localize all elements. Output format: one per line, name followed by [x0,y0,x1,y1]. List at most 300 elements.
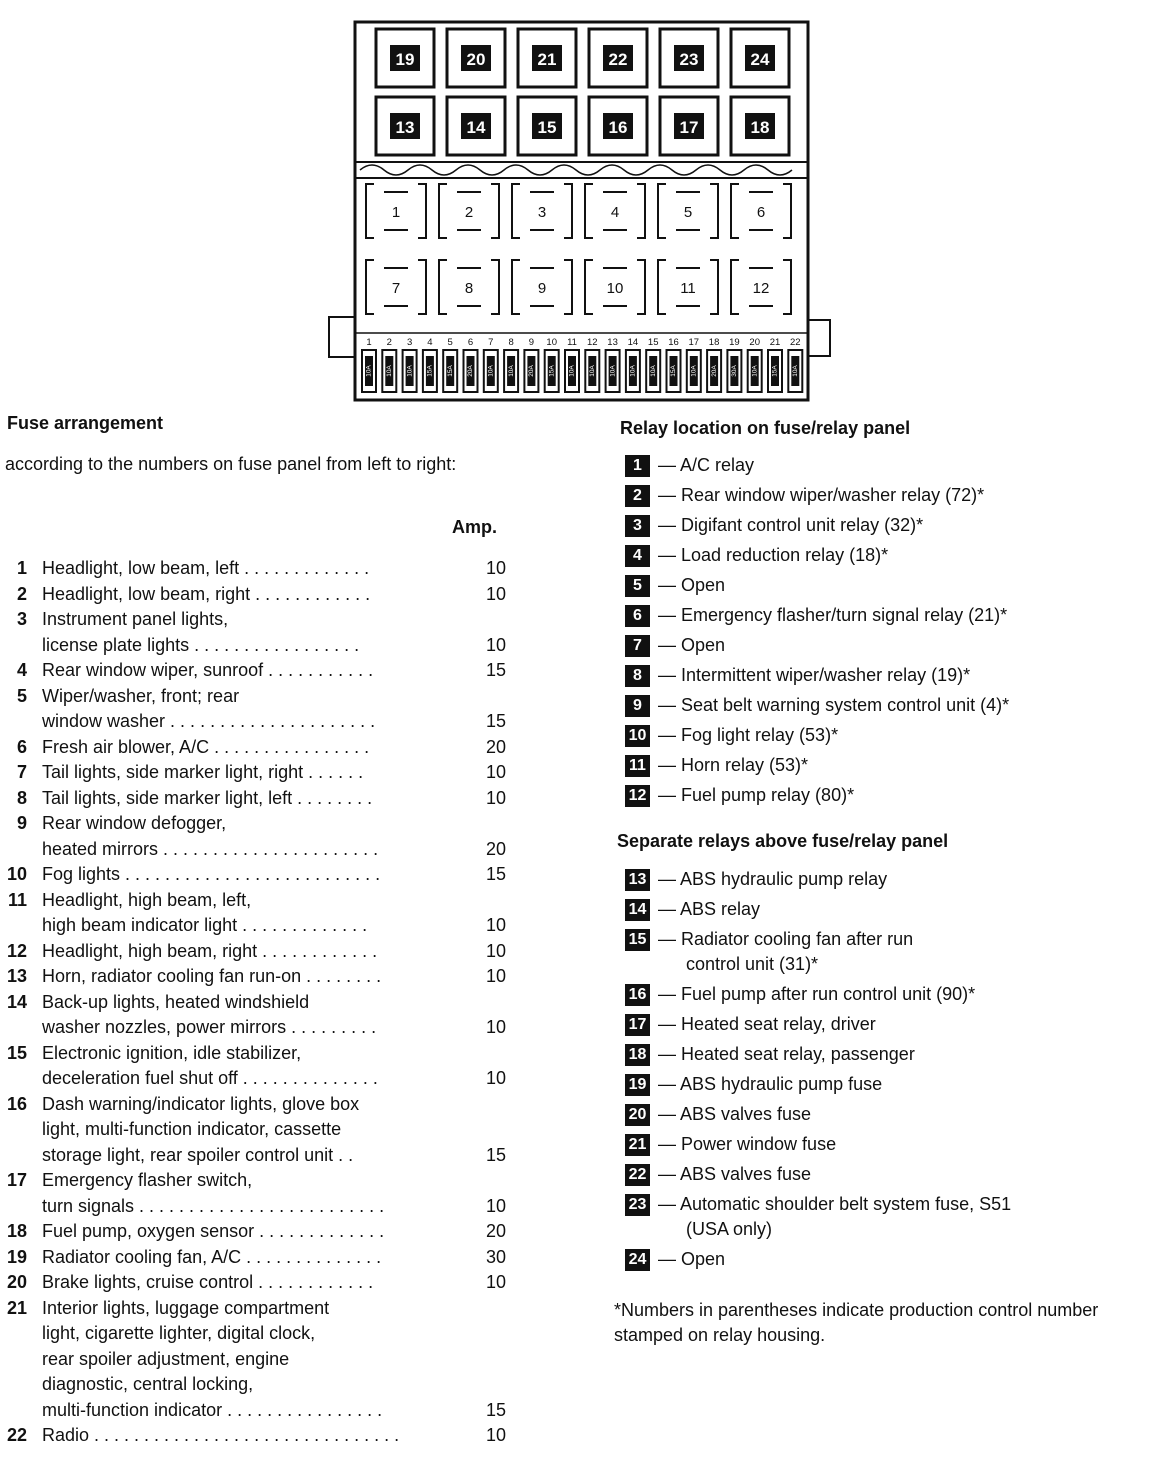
fuse-number-label: 5 [447,337,453,348]
fuse-number: 10 [6,864,27,884]
relay-number-badge: 11 [625,755,650,777]
fuse-amp-value: 10 [485,1425,506,1445]
fuse-description-line: Wiper/washer, front; rear [42,685,240,706]
fuse-amp-value: 15 [485,864,506,884]
fuse-rating-label: 10A [649,365,657,377]
relay-socket-8 [439,260,499,314]
relay-list [625,453,1150,813]
relay-box-label: 13 [395,118,415,137]
fuse-number-label: 19 [729,337,740,348]
relay-description-line: — ABS hydraulic pump fuse [658,1074,883,1094]
fuse-intro-text: according to the numbers on fuse panel from left to right: [5,454,457,474]
fuse-rating-label: 15A [446,365,454,377]
fuse-row-7 [0,760,520,786]
fuse-2 [382,337,396,392]
relay-row-8 [625,663,1150,693]
fuse-list [0,556,520,1449]
fuse-row-16 [0,1092,520,1169]
fuse-rating-label: 10A [589,365,597,377]
relay-socket-label: 2 [464,204,474,221]
footnote: *Numbers in parentheses indicate production control number stamped on relay housing. [614,1300,1099,1345]
relay-row-6 [625,603,1150,633]
relay-row-12 [625,783,1150,813]
fuse-amp-value: 10 [485,1068,506,1088]
relay-description [658,982,975,1007]
fuse-18 [707,337,721,392]
fuse-6 [464,337,478,392]
relay-number-badge: 18 [625,1044,650,1066]
relay-description-line: — Fog light relay (53)* [658,725,839,745]
fuse-description-line: Fresh air blower, A/C . . . . . . . . . . . . . . . . [42,736,370,757]
relay-row-18 [625,1042,1150,1072]
fuse-description-line: Headlight, low beam, right . . . . . . . . . . . . [42,583,371,604]
relay-description [658,603,1007,628]
fuse-number: 15 [6,1042,27,1063]
fuse-rating-label: 10A [751,365,759,377]
relay-socket-3 [512,184,572,238]
relay-description [658,1192,1011,1242]
relay-description [658,453,754,478]
relay-description-line: — Load reduction relay (18)* [658,545,889,565]
fuse-19 [727,337,741,392]
relay-number-badge: 1 [625,455,650,477]
relay-socket-label: 3 [537,204,547,221]
fuse-row-17 [0,1168,520,1219]
relay-description [658,513,923,538]
relay-description-line: — Power window fuse [658,1134,837,1154]
fuse-description-line: Interior lights, luggage compartment [42,1297,330,1318]
fuse-number-label: 11 [567,337,577,348]
relay-description-line: — Rear window wiper/washer relay (72)* [658,485,985,505]
relay-number-badge: 21 [625,1134,650,1156]
relay-socket-5 [658,184,718,238]
relay-location-heading: Relay location on fuse/relay panel [620,418,911,438]
relay-description-line: — ABS hydraulic pump relay [658,869,888,889]
relay-description-line: — ABS valves fuse [658,1164,812,1184]
fuse-3 [403,337,417,392]
fuse-1 [362,337,376,392]
fuse-description [42,760,414,786]
fuse-21 [768,337,782,392]
fuse-description-line: light, multi-function indicator, cassette [42,1119,342,1139]
fuse-description-line: Tail lights, side marker light, right . . . . . . [42,762,364,782]
relay-row-21 [625,1132,1150,1162]
relay-box-label: 19 [395,50,415,69]
fuse-row-6 [0,735,520,761]
relay-row-15 [625,927,1150,982]
fuse-16 [667,337,681,392]
fuse-description [42,811,414,862]
relay-row-11 [625,753,1150,783]
relay-description [658,897,760,922]
relay-description-line: — Heated seat relay, passenger [658,1044,915,1064]
relay-number-badge: 20 [625,1104,650,1126]
relay-socket-label: 12 [752,280,770,297]
fuse-amp-value: 10 [485,634,506,655]
relay-description [658,1132,836,1157]
fuse-rating-label: 10A [365,365,373,377]
relay-number-badge: 6 [625,605,650,627]
relay-socket-label: 8 [464,280,474,297]
fuse-number: 11 [7,889,27,910]
relay-socket-1 [366,184,426,238]
relay-description [658,633,725,658]
relay-row-24 [625,1247,1150,1277]
fuse-rating-label: 15A [670,365,678,377]
fuse-description [42,1296,414,1424]
fuse-number-label: 3 [406,337,413,348]
fuse-description-line: Fuel pump, oxygen sensor . . . . . . . . . . . . . [42,1221,385,1241]
relay-row-10 [625,723,1150,753]
relay-row-22 [625,1162,1150,1192]
fuse-row-19 [0,1245,520,1271]
fuse-number-label: 8 [508,337,514,348]
fuse-17 [687,337,701,392]
fuse-13 [606,337,620,392]
relay-box-23 [660,29,718,87]
relay-description [658,783,854,808]
fuse-number: 18 [6,1221,27,1241]
relay-row-1 [625,453,1150,483]
fuse-number-label: 12 [587,337,598,348]
fuse-row-22 [0,1423,520,1449]
relay-description [658,543,888,568]
relay-number-badge: 7 [625,635,650,657]
fuse-number-label: 14 [627,337,639,348]
fuse-amp-value: 10 [485,583,506,604]
relay-description-line: (USA only) [686,1219,773,1239]
relay-description-line: — Intermittent wiper/washer relay (19)* [658,665,971,685]
relay-row-19 [625,1072,1150,1102]
fuse-description-line: Electronic ignition, idle stabilizer, [42,1042,302,1063]
fuse-amp-value: 20 [485,1221,506,1241]
relay-socket-label: 6 [756,204,766,221]
fuse-rating-label: 10A [568,365,576,377]
fuse-description [42,684,414,735]
fuse-row-15 [0,1041,520,1092]
fuse-row-12 [0,939,520,965]
fuse-number: 12 [6,940,27,961]
relay-box-17 [660,97,718,155]
relay-box-20 [447,29,505,87]
fuse-rating-label: 10A [609,365,617,377]
relay-number-badge: 2 [625,485,650,507]
fuse-5 [443,337,457,392]
relay-box-label: 16 [608,118,628,137]
fuse-number: 3 [16,609,27,629]
relay-number-badge: 5 [625,575,650,597]
relay-description-line: — Heated seat relay, driver [658,1014,876,1034]
relay-description-line: — Fuel pump relay (80)* [658,785,855,805]
fuse-amp-value: 10 [485,966,506,986]
relay-description [658,1042,915,1067]
fuse-number-label: 20 [749,337,760,348]
relay-row-17 [625,1012,1150,1042]
fuse-11 [565,337,579,392]
relay-description-line: — A/C relay [658,455,755,475]
fuse-amp-value: 15 [485,1399,506,1420]
fuse-description-line: Radio . . . . . . . . . . . . . . . . . . . . . . . . . . . . . . . [42,1425,400,1445]
relay-row-3 [625,513,1150,543]
fuse-description-line: Headlight, low beam, left . . . . . . . . . . . . . [42,558,370,578]
fuse-number-label: 4 [427,337,433,348]
fuse-amp-value: 10 [485,1017,506,1037]
fuse-number: 7 [16,762,27,782]
fuse-description-line: multi-function indicator . . . . . . . . . . . . . . . . [42,1399,383,1420]
relay-description [658,483,984,508]
fuse-description-line: deceleration fuel shut off . . . . . . . . . . . . . . [42,1068,378,1088]
relay-socket-label: 10 [606,280,624,297]
relay-box-16 [589,97,647,155]
relay-socket-label: 4 [610,204,620,221]
fuse-number: 5 [16,685,27,706]
fuse-amp-value: 15 [485,1144,506,1165]
fuse-description [42,964,414,990]
relay-description-line: — ABS relay [658,899,761,919]
relay-number-badge: 22 [625,1164,650,1186]
fuse-rating-label: 15A [426,365,434,377]
fuse-amp-value: 10 [485,940,506,961]
fuse-description [42,1270,414,1296]
fuse-description-line: Dash warning/indicator lights, glove box [42,1093,360,1114]
fuse-description [42,1219,414,1245]
relay-box-label: 18 [750,118,770,137]
fuse-description-line: diagnostic, central locking, [42,1374,254,1394]
relay-socket-label: 11 [680,280,696,297]
relay-socket-label: 9 [537,280,547,297]
fuse-amp-value: 10 [485,1195,506,1216]
relay-description-line: — Fuel pump after run control unit (90)* [658,984,976,1004]
relay-number-badge: 10 [625,725,650,747]
relay-description-line: control unit (31)* [686,954,819,974]
fuse-rating-label: 10A [507,365,515,377]
relay-box-19 [376,29,434,87]
fuse-4 [423,337,437,392]
fuse-description [42,735,414,761]
fuse-amp-value: 10 [485,558,506,578]
relay-socket-label: 5 [683,204,693,221]
relay-number-badge: 3 [625,515,650,537]
fuse-number-label: 15 [647,337,659,348]
fuse-row-21 [0,1296,520,1424]
relay-number-badge: 24 [625,1249,650,1271]
fuse-number: 4 [16,660,27,680]
fuse-number: 13 [6,966,27,986]
fuse-number: 20 [6,1272,27,1292]
relay-description [658,723,838,748]
fuse-row-11 [0,888,520,939]
fuse-description-line: Horn, radiator cooling fan run-on . . . . . . . . [42,966,382,986]
fuse-rating-label: 30A [731,365,739,377]
relay-row-16 [625,982,1150,1012]
fuse-description-line: Radiator cooling fan, A/C . . . . . . . . . . . . . . [42,1246,382,1267]
fuse-row-13 [0,964,520,990]
fuse-number: 8 [16,787,27,808]
relay-box-21 [518,29,576,87]
relay-box-label: 15 [537,118,557,137]
fuse-description [42,786,414,812]
fuse-description [42,1168,414,1219]
fuse-number: 9 [16,813,27,833]
fuse-amp-value: 10 [485,762,506,782]
fuse-number: 2 [16,583,27,604]
relay-description [658,1247,725,1272]
fuse-description [42,1245,414,1271]
fuse-number-label: 10 [546,337,557,348]
relay-description [658,1102,811,1127]
relay-row-5 [625,573,1150,603]
fuse-number-label: 13 [607,337,618,348]
separate-relay-list [625,867,1150,1277]
relay-description-line: — Open [658,575,726,595]
fuse-amp-value: 20 [485,736,506,757]
fuse-row-20 [0,1270,520,1296]
fuse-rating-label: 15A [548,365,556,377]
fuse-number: 6 [16,736,27,757]
relay-description-line: — Open [658,1249,726,1269]
relay-box-label: 17 [679,118,699,137]
fuse-15 [646,337,660,392]
fuse-number-label: 17 [688,337,700,348]
fuse-description-line: window washer . . . . . . . . . . . . . . . . . . . . . [42,711,376,731]
fuse-rating-label: 15A [771,365,779,377]
fuse-number: 19 [6,1246,27,1267]
relay-description [658,753,808,778]
relay-number-badge: 12 [625,785,650,807]
fuse-row-4 [0,658,520,684]
relay-box-label: 22 [608,50,628,69]
relay-description-line: — Automatic shoulder belt system fuse, S51 [658,1194,1012,1214]
fuse-row-1 [0,556,520,582]
fuse-row-5 [0,684,520,735]
fuse-description-line: Back-up lights, heated windshield [42,991,310,1012]
fuse-description-line: Tail lights, side marker light, left . . . . . . . . [42,787,373,808]
fuse-description-line: washer nozzles, power mirrors . . . . . . . . . [42,1017,377,1037]
fuse-number: 21 [6,1297,27,1318]
relay-box-24 [731,29,789,87]
fuse-row-3 [0,607,520,658]
fuse-number-label: 16 [668,337,679,348]
fuse-row-8 [0,786,520,812]
fuse-relay-panel-diagram [0,0,1152,410]
fuse-description-line: high beam indicator light . . . . . . . . . . . . . [42,915,368,935]
fuse-number-label: 18 [708,337,720,348]
fuse-description [42,990,414,1041]
fuse-number: 22 [6,1425,27,1445]
relay-description-line: — Horn relay (53)* [658,755,809,775]
relay-description [658,663,970,688]
fuse-arrangement-heading: Fuse arrangement [7,413,164,433]
relay-box-label: 20 [466,50,486,69]
fuse-description-line: turn signals . . . . . . . . . . . . . . . . . . . . . . . . . [42,1195,385,1216]
fuse-12 [585,337,599,392]
fuse-rating-label: 10A [629,365,637,377]
fuse-description-line: storage light, rear spoiler control unit . . [42,1144,354,1165]
relay-number-badge: 19 [625,1074,650,1096]
fuse-description-line: license plate lights . . . . . . . . . . . . . . . . . [42,634,360,655]
fuse-description-line: Headlight, high beam, left, [42,889,252,910]
separate-relays-heading: Separate relays above fuse/relay panel [617,831,949,851]
relay-row-20 [625,1102,1150,1132]
fuse-number: 14 [6,991,27,1012]
fuse-description-line: Instrument panel lights, [42,609,229,629]
relay-socket-2 [439,184,499,238]
fuse-description-line: light, cigarette lighter, digital clock, [42,1323,316,1343]
fuse-8 [504,337,518,392]
relay-row-13 [625,867,1150,897]
fuse-22 [788,337,802,392]
relay-number-badge: 4 [625,545,650,567]
fuse-number-label: 6 [467,337,474,348]
fuse-description [42,862,414,888]
fuse-number: 16 [6,1093,27,1114]
fuse-description-line: Emergency flasher switch, [42,1170,253,1190]
relay-socket-6 [731,184,791,238]
relay-row-4 [625,543,1150,573]
fuse-7 [484,337,498,392]
relay-number-badge: 8 [625,665,650,687]
relay-description [658,1012,876,1037]
fuse-row-10 [0,862,520,888]
relay-socket-9 [512,260,572,314]
fuse-row-9 [0,811,520,862]
relay-box-label: 24 [750,50,770,69]
fuse-number-label: 9 [528,337,535,348]
relay-box-label: 14 [466,118,486,137]
relay-row-23 [625,1192,1150,1247]
fuse-description-line: Rear window defogger, [42,813,227,833]
fuse-rating-label: 20A [528,365,536,377]
relay-box-22 [589,29,647,87]
fuse-description [42,658,414,684]
relay-box-18 [731,97,789,155]
fuse-row-14 [0,990,520,1041]
fuse-description-line: heated mirrors . . . . . . . . . . . . . . . . . . . . . . [42,838,379,859]
relay-box-label: 23 [679,50,699,69]
fuse-10 [545,337,559,392]
relay-description [658,573,725,598]
fuse-number: 17 [6,1170,27,1190]
fuse-rating-label: 10A [487,365,495,377]
fuse-rating-label: 20A [710,365,718,377]
fuse-number: 1 [16,558,27,578]
fuse-amp-value: 15 [485,711,506,731]
fuse-row-18 [0,1219,520,1245]
amp-column-header: Amp. [452,517,497,537]
relay-box-14 [447,97,505,155]
relay-socket-7 [366,260,426,314]
relay-socket-4 [585,184,645,238]
fuse-description-line: Brake lights, cruise control . . . . . . . . . . . . [42,1272,374,1292]
relay-socket-label: 7 [391,280,401,297]
relay-description-line: — Open [658,635,726,655]
fuse-9 [524,337,538,392]
relay-description-line: — Seat belt warning system control unit (4)* [658,695,1010,715]
relay-description [658,1072,882,1097]
fuse-rating-label: 20A [467,365,475,377]
fuse-description-line: rear spoiler adjustment, engine [42,1348,290,1369]
fuse-description-line: Rear window wiper, sunroof . . . . . . . . . . . [42,660,374,680]
relay-number-badge: 15 [625,929,650,951]
fuse-description [42,1041,414,1092]
relay-description [658,1162,811,1187]
relay-number-badge: 16 [625,984,650,1006]
fuse-amp-value: 15 [485,660,506,680]
relay-row-2 [625,483,1150,513]
relay-description-line: — ABS valves fuse [658,1104,812,1124]
fuse-14 [626,337,640,392]
fuse-description-line: Headlight, high beam, right . . . . . . . . . . . . [42,940,378,961]
